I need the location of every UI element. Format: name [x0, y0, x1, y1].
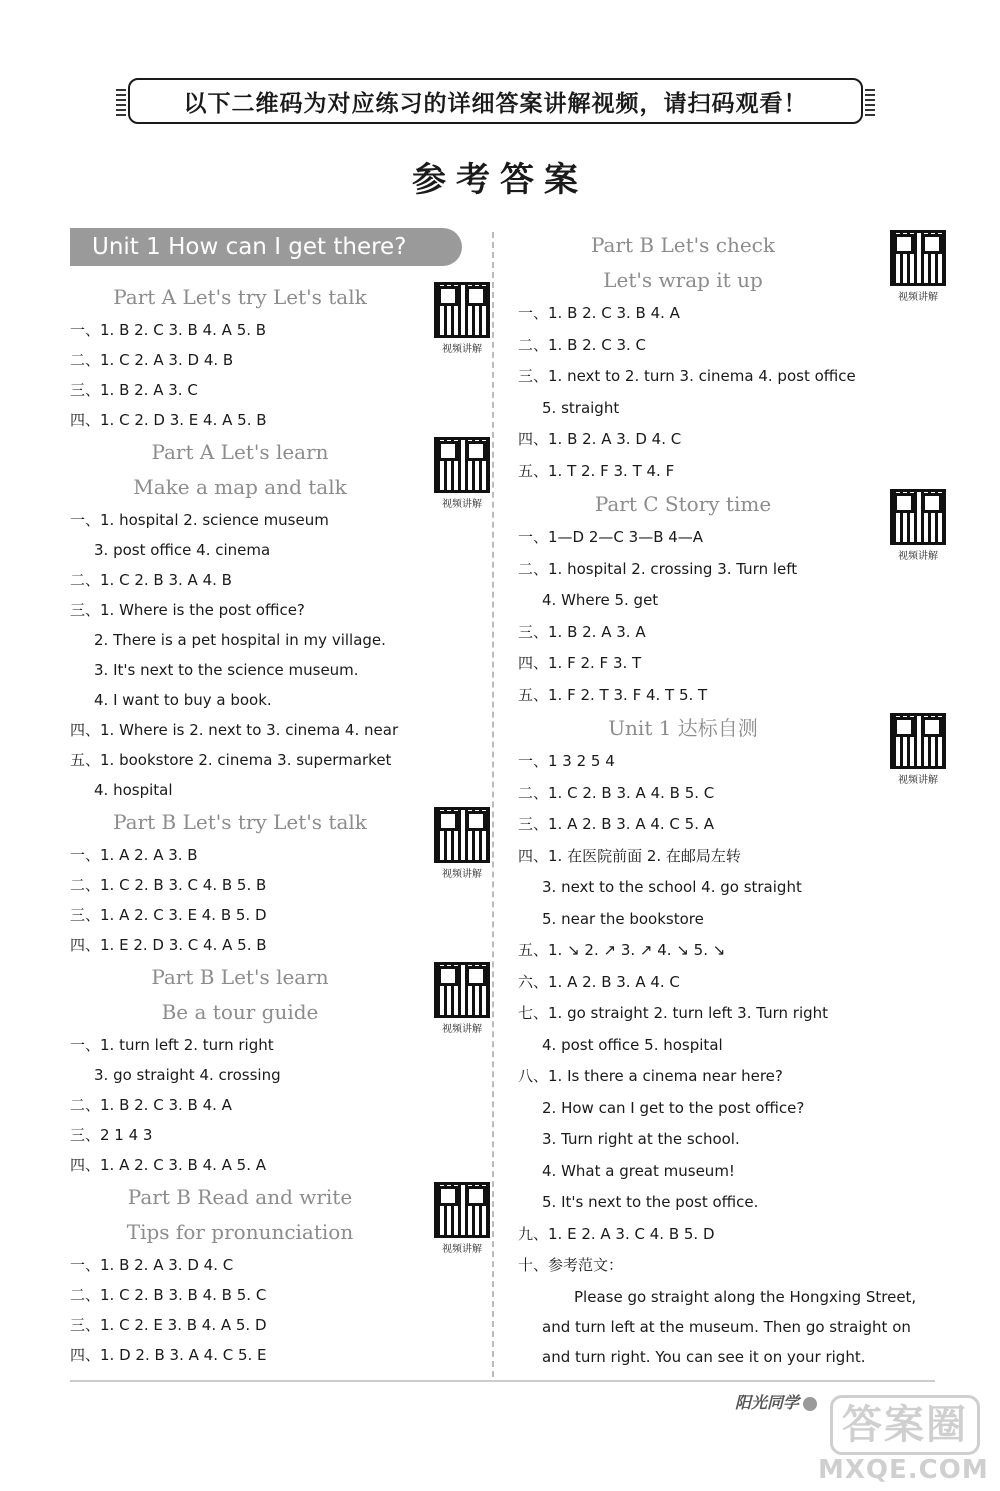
page-title: 参考答案 [412, 160, 588, 200]
answer-line: 九、1. E 2. A 3. C 4. B 5. D [518, 1224, 715, 1243]
answer-section [518, 711, 938, 1282]
qr-caption: 视频讲解 [442, 1024, 482, 1035]
answer-line: 四、1. A 2. C 3. B 4. A 5. A [70, 1156, 267, 1174]
section-title: Unit 1 达标自测 [608, 716, 758, 740]
answer-line: 四、1. F 2. F 3. T [518, 654, 642, 672]
answer-line: 二、1. C 2. B 3. A 4. B [70, 571, 232, 589]
watermark-logo: 答案圈 [830, 1395, 980, 1455]
section-title: Part A Let's learn [151, 440, 329, 464]
answer-line: 二、1. B 2. C 3. C [518, 335, 647, 354]
qr-caption: 视频讲解 [442, 869, 482, 880]
answer-line: 3. Turn right at the school. [542, 1130, 740, 1148]
answer-line: 三、1. C 2. E 3. B 4. A 5. D [70, 1316, 267, 1334]
qr-code-icon[interactable] [886, 489, 950, 562]
answer-line: 五、1. F 2. T 3. F 4. T 5. T [518, 685, 708, 704]
qr-caption: 视频讲解 [442, 344, 482, 355]
answer-line: 四、1. C 2. D 3. E 4. A 5. B [70, 411, 267, 429]
qr-code-icon[interactable] [430, 962, 494, 1035]
left-column [70, 228, 500, 1370]
qr-code-image [434, 437, 490, 493]
answer-line: 三、1. next to 2. turn 3. cinema 4. post office [518, 367, 856, 385]
answer-section [70, 1180, 500, 1370]
section-title: Part B Read and write [127, 1185, 353, 1209]
answer-line: 三、1. A 2. B 3. A 4. C 5. A [518, 815, 715, 833]
answer-line: 一、1. B 2. A 3. D 4. C [70, 1256, 234, 1274]
qr-code-image [890, 230, 946, 286]
qr-code-icon[interactable] [430, 282, 494, 355]
answer-line: 4. hospital [94, 781, 173, 799]
answer-line: 4. I want to buy a book. [94, 691, 272, 709]
answer-line: 3. post office 4. cinema [94, 541, 271, 559]
footer-rule [70, 1380, 935, 1382]
answer-line: 一、1. A 2. A 3. B [70, 846, 198, 864]
answer-line: 3. It's next to the science museum. [94, 661, 359, 679]
answer-line: 一、1. B 2. C 3. B 4. A 5. B [70, 321, 267, 339]
answer-line: 四、1. 在医院前面 2. 在邮局左转 [518, 846, 741, 865]
answer-line: 四、1. Where is 2. next to 3. cinema 4. near [70, 721, 399, 739]
answer-line: 三、1. A 2. C 3. E 4. B 5. D [70, 906, 267, 924]
answer-line: 四、1. B 2. A 3. D 4. C [518, 430, 682, 448]
qr-caption: 视频讲解 [898, 292, 938, 303]
answer-line: 二、1. B 2. C 3. B 4. A [70, 1096, 232, 1114]
answer-line: 4. What a great museum! [542, 1161, 735, 1180]
answer-line: 三、1. Where is the post office? [70, 601, 305, 619]
answer-line: 3. go straight 4. crossing [94, 1066, 281, 1084]
answer-line: 四、1. D 2. B 3. A 4. C 5. E [70, 1346, 267, 1364]
qr-code-image [434, 807, 490, 863]
right-column [518, 228, 938, 1372]
section-title: Make a map and talk [133, 475, 347, 499]
answer-line: 一、1. turn left 2. turn right [70, 1036, 274, 1054]
answer-line: 3. next to the school 4. go straight [542, 878, 802, 896]
answer-line: 二、1. C 2. B 3. B 4. B 5. C [70, 1286, 267, 1304]
answer-line: 三、1. B 2. A 3. A [518, 622, 646, 641]
qr-caption: 视频讲解 [442, 1244, 482, 1255]
qr-code-image [434, 1182, 490, 1238]
unit-banner: Unit 1 How can I get there? [70, 228, 462, 266]
answer-line: 5. It's next to the post office. [542, 1193, 759, 1211]
watermark-url: MXQE.COM [818, 1455, 989, 1485]
qr-code-image [434, 282, 490, 338]
qr-code-icon[interactable] [886, 230, 950, 303]
section-title: Part B Let's check [590, 233, 775, 257]
answer-section [70, 280, 500, 435]
section-title: Part C Story time [594, 492, 772, 516]
answer-line: 四、1. E 2. D 3. C 4. A 5. B [70, 936, 267, 954]
qr-code-icon[interactable] [886, 713, 950, 786]
answer-line: 一、1—D 2—C 3—B 4—A [518, 528, 704, 546]
section-title: Part B Let's try Let's talk [113, 810, 367, 834]
answer-line: 5. straight [542, 398, 620, 417]
qr-code-icon[interactable] [430, 1182, 494, 1255]
answer-line: 五、1. ↘ 2. ↗ 3. ↗ 4. ↘ 5. ↘ [518, 941, 726, 959]
qr-code-icon[interactable] [430, 807, 494, 880]
answer-line: 2. There is a pet hospital in my village. [94, 631, 386, 649]
answer-line: 一、1 3 2 5 4 [518, 752, 615, 770]
qr-caption: 视频讲解 [442, 499, 482, 510]
qr-code-image [890, 489, 946, 545]
qr-code-icon[interactable] [430, 437, 494, 510]
answer-line: 4. Where 5. get [542, 591, 659, 609]
qr-code-image [890, 713, 946, 769]
answer-section [70, 805, 500, 960]
answer-line: 一、1. B 2. C 3. B 4. A [518, 304, 680, 322]
answer-line: 八、1. Is there a cinema near here? [518, 1067, 783, 1085]
answer-line: 五、1. T 2. F 3. T 4. F [518, 461, 675, 480]
model-essay: Please go straight along the Hongxing Street, and turn left at the museum. Then go straight on and turn right. You can see it on your right. [542, 1287, 917, 1366]
answer-line: 二、1. C 2. B 3. A 4. B 5. C [518, 783, 715, 802]
answer-line: 二、1. C 2. B 3. C 4. B 5. B [70, 876, 267, 894]
section-title: Let's wrap it up [603, 268, 763, 292]
brand-logo: 阳光同学 [735, 1390, 817, 1413]
instruction-banner: 以下二维码为对应练习的详细答案讲解视频，请扫码观看！ [128, 78, 863, 124]
answer-line: 4. post office 5. hospital [542, 1035, 723, 1054]
answer-line: 十、参考范文： [518, 1256, 624, 1274]
qr-code-image [434, 962, 490, 1018]
answer-line: 二、1. hospital 2. crossing 3. Turn left [518, 559, 798, 578]
section-title: Be a tour guide [161, 1000, 319, 1024]
answer-section [70, 960, 500, 1180]
section-title: Part B Let's learn [151, 965, 329, 989]
answer-line: 三、1. B 2. A 3. C [70, 381, 198, 399]
qr-caption: 视频讲解 [898, 775, 938, 786]
answer-line: 七、1. go straight 2. turn left 3. Turn right [518, 1004, 829, 1022]
answer-line: 三、2 1 4 3 [70, 1126, 153, 1144]
qr-caption: 视频讲解 [898, 551, 938, 562]
answer-line: 一、1. hospital 2. science museum [70, 511, 329, 529]
answer-section [518, 228, 938, 487]
answer-line: 5. near the bookstore [542, 909, 704, 928]
answer-section [518, 487, 938, 711]
section-title: Part A Let's try Let's talk [113, 285, 367, 309]
answer-line: 五、1. bookstore 2. cinema 3. supermarket [70, 751, 392, 769]
answer-line: 2. How can I get to the post office? [542, 1098, 805, 1117]
answer-line: 六、1. A 2. B 3. A 4. C [518, 972, 680, 991]
section-title: Tips for pronunciation [126, 1220, 354, 1244]
answer-section [70, 435, 500, 805]
answer-line: 二、1. C 2. A 3. D 4. B [70, 351, 234, 369]
